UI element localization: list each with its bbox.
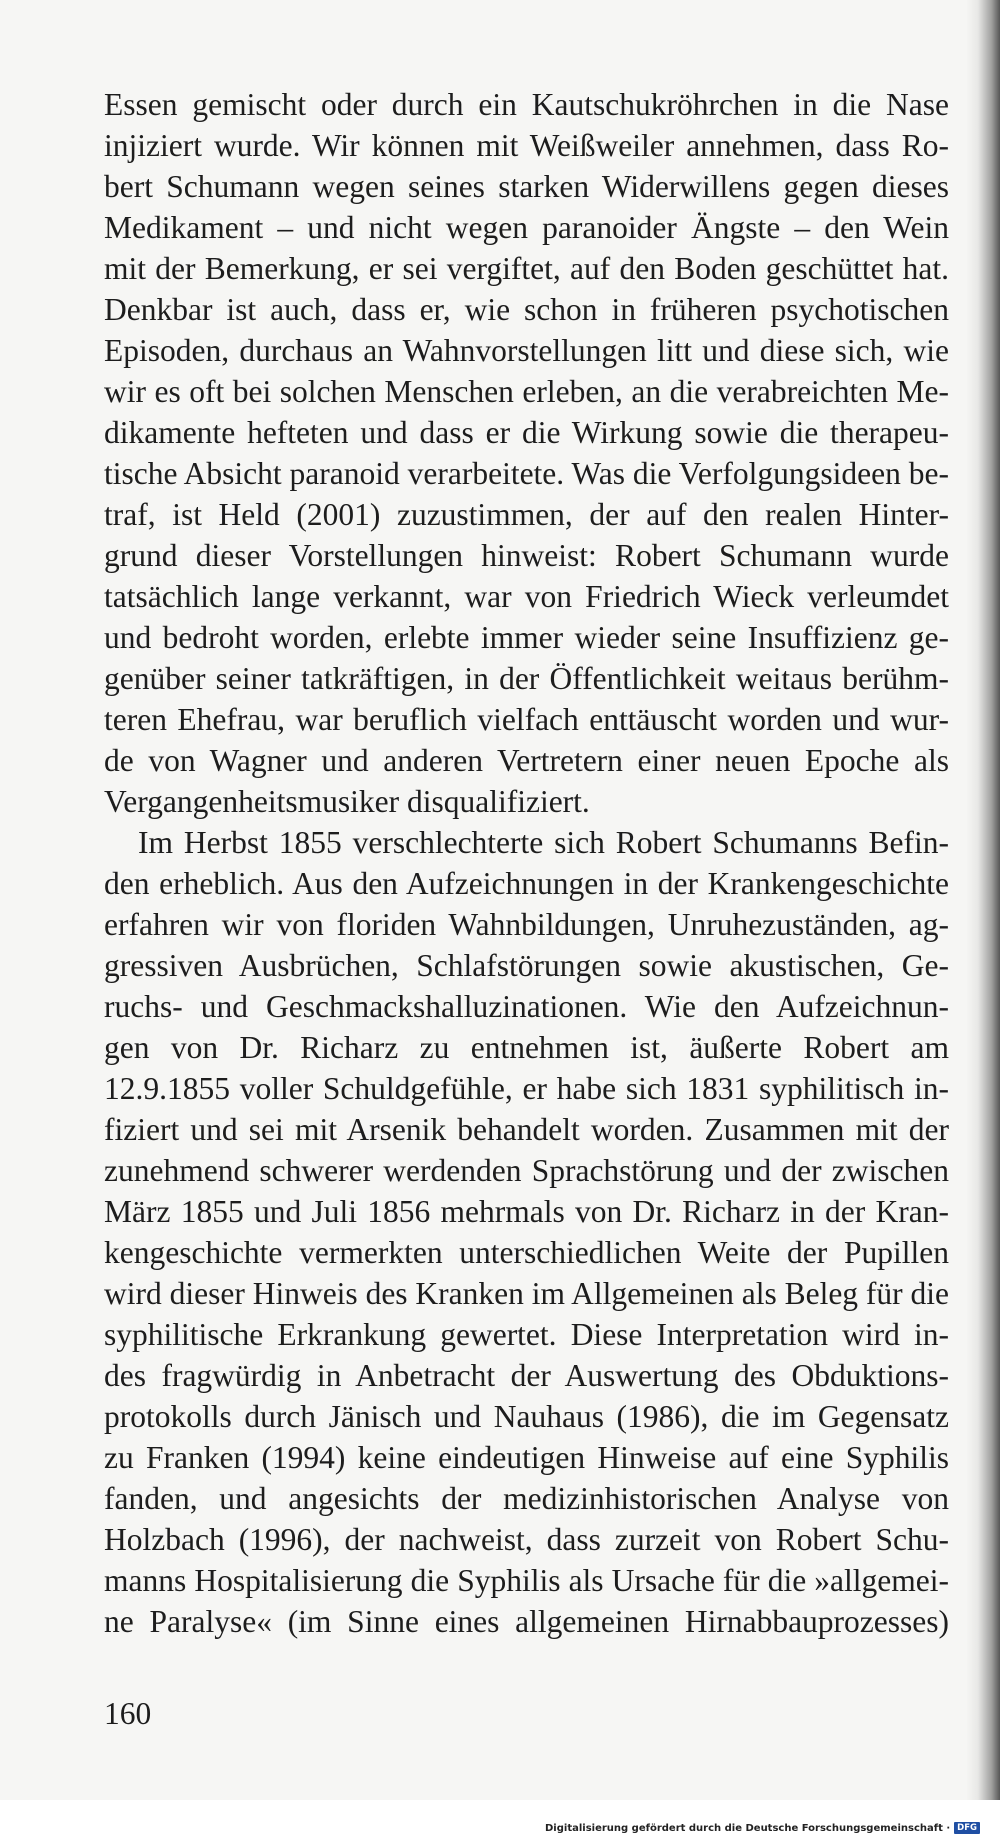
paragraph-1-line: tische Absicht paranoid verarbeitete. Was die Verfolgungsideen be-: [104, 456, 949, 491]
paragraph-1-line: Denkbar ist auch, dass er, wie schon in früheren psychotischen: [104, 292, 949, 327]
paragraph-1-line: teren Ehefrau, war beruflich vielfach enttäuscht worden und wur-: [104, 702, 949, 737]
digitization-credit: [545, 1820, 980, 1836]
paragraph-1-line: dikamente hefteten und dass er die Wirkung sowie die therapeu-: [104, 415, 949, 450]
paragraph-1-line: traf, ist Held (2001) zuzustimmen, der auf den realen Hinter-: [104, 497, 949, 532]
paragraph-2-line: manns Hospitalisierung die Syphilis als Ursache für die »allgemei-: [104, 1563, 949, 1598]
page-number: 160: [104, 1696, 152, 1731]
paragraph-2-line: Holzbach (1996), der nachweist, dass zurzeit von Robert Schu-: [104, 1522, 949, 1557]
book-spine-shadow: [966, 0, 1000, 1800]
paragraph-2-line: protokolls durch Jänisch und Nauhaus (1986), die im Gegensatz: [104, 1399, 949, 1434]
paragraph-2-line: zu Franken (1994) keine eindeutigen Hinweise auf eine Syphilis: [104, 1440, 949, 1475]
paragraph-2-line: fiziert und sei mit Arsenik behandelt worden. Zusammen mit der: [104, 1112, 949, 1147]
paragraph-2-line: 12.9.1855 voller Schuldgefühle, er habe sich 1831 syphilitisch in-: [104, 1071, 949, 1106]
paragraph-2-line: syphilitische Erkrankung gewertet. Diese Interpretation wird in-: [104, 1317, 949, 1352]
dfg-logo: DFG: [954, 1822, 980, 1834]
paragraph-2-line: Im Herbst 1855 verschlechterte sich Robert Schumanns Befin-: [138, 825, 949, 860]
paragraph-2-line: fanden, und angesichts der medizinhistorischen Analyse von: [104, 1481, 949, 1516]
paragraph-1-line: Episoden, durchaus an Wahnvorstellungen litt und diese sich, wie: [104, 333, 949, 368]
paragraph-2-line: kengeschichte vermerkten unterschiedlichen Weite der Pupillen: [104, 1235, 949, 1270]
paragraph-1-line: und bedroht worden, erlebte immer wieder seine Insuffizienz ge-: [104, 620, 949, 655]
paragraph-1-line: bert Schumann wegen seines starken Widerwillens gegen dieses: [104, 169, 949, 204]
paragraph-2-line: März 1855 und Juli 1856 mehrmals von Dr. Richarz in der Kran-: [104, 1194, 949, 1229]
paragraph-2-line: wird dieser Hinweis des Kranken im Allgemeinen als Beleg für die: [104, 1276, 949, 1311]
paragraph-2-line: erfahren wir von floriden Wahnbildungen, Unruhezuständen, ag-: [104, 907, 949, 942]
paragraph-1-line: Vergangenheitsmusiker disqualifiziert.: [104, 784, 590, 819]
paragraph-1-line: Medikament – und nicht wegen paranoider Ängste – den Wein: [104, 210, 949, 245]
paragraph-2-line: ne Paralyse« (im Sinne eines allgemeinen Hirnabbauprozesses): [104, 1604, 949, 1639]
paragraph-1-line: tatsächlich lange verkannt, war von Friedrich Wieck verleumdet: [104, 579, 949, 614]
paragraph-1-line: mit der Bemerkung, er sei vergiftet, auf den Boden geschüttet hat.: [104, 251, 949, 286]
paragraph-2-line: des fragwürdig in Anbetracht der Auswertung des Obduktions-: [104, 1358, 949, 1393]
paragraph-2-line: gressiven Ausbrüchen, Schlafstörungen sowie akustischen, Ge-: [104, 948, 949, 983]
paragraph-1-line: grund dieser Vorstellungen hinweist: Robert Schumann wurde: [104, 538, 949, 573]
paragraph-2-line: gen von Dr. Richarz zu entnehmen ist, äußerte Robert am: [104, 1030, 949, 1065]
credit-text: Digitalisierung gefördert durch die Deutsche Forschungsgemeinschaft ·: [545, 1822, 951, 1834]
paragraph-2-line: den erheblich. Aus den Aufzeichnungen in der Krankengeschichte: [104, 866, 949, 901]
paragraph-2-line: ruchs- und Geschmackshalluzinationen. Wie den Aufzeichnun-: [104, 989, 949, 1024]
paragraph-1-line: wir es oft bei solchen Menschen erleben, an die verabreichten Me-: [104, 374, 949, 409]
paragraph-1-line: Essen gemischt oder durch ein Kautschukröhrchen in die Nase: [104, 87, 949, 122]
paragraph-1-line: genüber seiner tatkräftigen, in der Öffentlichkeit weitaus berühm-: [104, 661, 949, 696]
paragraph-2-line: zunehmend schwerer werdenden Sprachstörung und der zwischen: [104, 1153, 949, 1188]
paragraph-1-line: de von Wagner und anderen Vertretern einer neuen Epoche als: [104, 743, 949, 778]
paragraph-1-line: injiziert wurde. Wir können mit Weißweiler annehmen, dass Ro-: [104, 128, 949, 163]
